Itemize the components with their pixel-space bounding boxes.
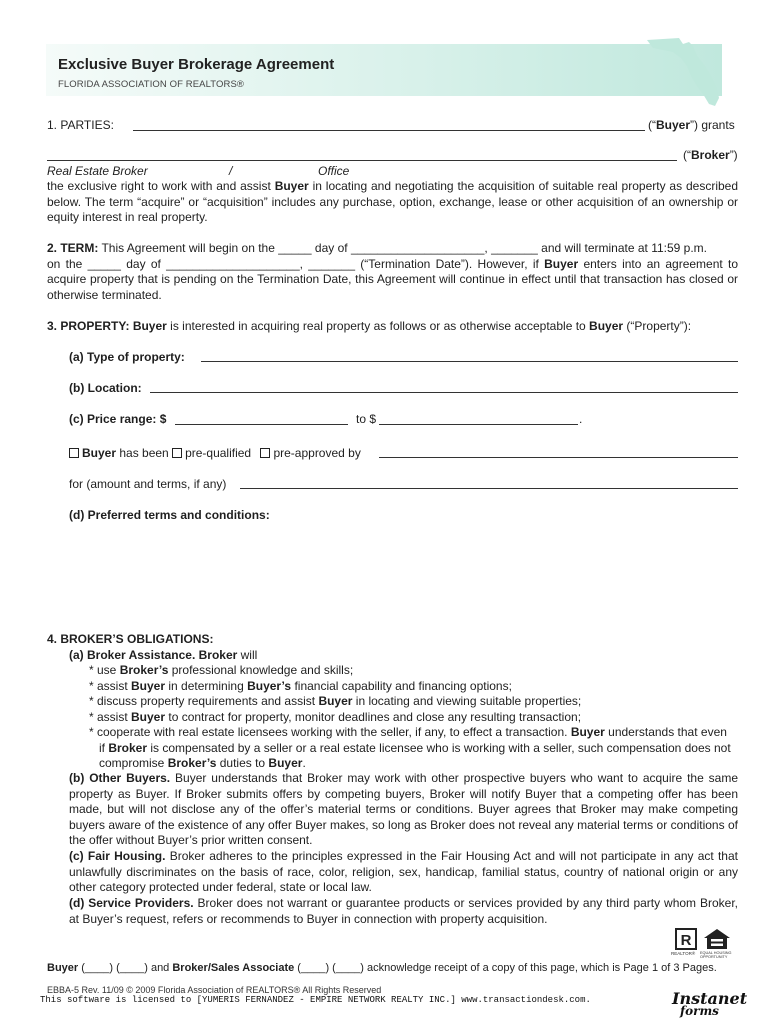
- type-of-property-label: (a) Type of property:: [69, 350, 185, 364]
- price-max-field[interactable]: [379, 424, 578, 425]
- page-title: Exclusive Buyer Brokerage Agreement: [58, 56, 335, 73]
- page-subtitle: FLORIDA ASSOCIATION OF REALTORS®: [58, 79, 244, 90]
- section-term: 2. TERM: This Agreement will begin on the _____ day of ____________________, _______ and will terminate at 11:59 p.m. on the _____ day of ____________________, _______ (“Termination Date”). However, if Buyer enters into an agreement to acquire property that is pending on the Termination Date, this Agreement will continue in effect until that transaction has closed or otherwise terminated.: [47, 241, 739, 302]
- svg-text:R: R: [680, 932, 692, 949]
- preapproved-by-field[interactable]: [379, 457, 738, 458]
- section-property-intro: 3. PROPERTY: Buyer is interested in acquiring real property as follows or as otherwise acceptable to Buyer (“Property”):: [47, 319, 692, 333]
- preferred-terms-field[interactable]: [69, 526, 738, 626]
- real-estate-broker-caption: Real Estate Broker: [47, 164, 148, 178]
- prequalified-checkbox[interactable]: [172, 448, 182, 458]
- fair-housing-paragraph: (c) Fair Housing. Broker adheres to the principles expressed in the Fair Housing Act and will not participate in any act that unlawfully discriminates on the basis of race, color, religion, sex, handicap, familial status, country of national origin or any other category protected under federal, state or local law.: [69, 849, 738, 894]
- location-label: (b) Location:: [69, 381, 142, 395]
- broker-suffix-text: (“Broker”): [683, 148, 738, 162]
- buyer-name-field[interactable]: [133, 130, 645, 131]
- equal-housing-icon: [703, 928, 731, 950]
- preferred-terms-label: (d) Preferred terms and conditions:: [69, 508, 270, 522]
- section-parties-label: 1. PARTIES:: [47, 118, 114, 132]
- obligations-heading: 4. BROKER’S OBLIGATIONS:: [47, 632, 214, 646]
- florida-map-icon: [645, 36, 725, 108]
- assistance-bullet-cont: compromise Broker’s duties to Buyer.: [99, 756, 306, 770]
- broker-assistance-list: [47, 663, 747, 772]
- prequal-row: Buyer has been pre-qualified pre-approved by: [69, 446, 361, 460]
- acknowledgement-line: Buyer (____) (____) and Broker/Sales Associate (____) (____) acknowledge receipt of a copy of this page, which is Page 1 of 3 Pages.: [47, 962, 717, 974]
- realtor-caption: REALTOR®: [671, 951, 696, 956]
- other-buyers-paragraph: (b) Other Buyers. Buyer understands that Broker may work with other prospective buyers who want to acquire the same property as Buyer. If Broker submits offers by competing buyers, Broker will notify Buyer that a competing offer has been made, but will not disclose any of the offer’s material terms or conditions. Buyer agrees that Broker may make competing buyers aware of the existence of any offer Buyer makes, so long as Broker does not reveal any material terms or conditions of the offer without Buyer’s prior written consent.: [69, 771, 739, 847]
- broker-assistance-label: (a) Broker Assistance. Broker will: [69, 648, 258, 662]
- price-end-text: .: [579, 412, 583, 426]
- assistance-bullet: * use Broker’s professional knowledge and skills;: [89, 663, 354, 677]
- price-to-text: to $: [356, 412, 377, 426]
- preapproved-checkbox[interactable]: [260, 448, 270, 458]
- license-footer: This software is licensed to [YUMERIS FERNANDEZ - EMPIRE NETWORK REALTY INC.] www.transactiondesk.com.: [40, 995, 591, 1005]
- price-range-label: (c) Price range: $: [69, 412, 167, 426]
- amount-terms-field[interactable]: [240, 488, 738, 489]
- instanet-forms-logo: Instanet forms: [672, 989, 748, 1018]
- amount-terms-label: for (amount and terms, if any): [69, 477, 227, 491]
- location-field[interactable]: [150, 392, 738, 393]
- broker-name-field[interactable]: [47, 160, 677, 161]
- buyer-checkbox-icon[interactable]: [69, 448, 79, 458]
- caption-slash: /: [229, 164, 233, 178]
- type-of-property-field[interactable]: [201, 361, 738, 362]
- assistance-bullet: * cooperate with real estate licensees working with the seller, if any, to effect a transaction. Buyer understands that even: [89, 725, 727, 739]
- office-caption: Office: [318, 164, 350, 178]
- assistance-bullet: * assist Buyer to contract for property, monitor deadlines and close any resulting transaction;: [89, 709, 582, 724]
- eho-caption: EQUAL HOUSING OPPORTUNITY: [700, 951, 732, 959]
- buyer-grants-text: (“Buyer”) grants: [648, 118, 735, 132]
- assistance-bullet: * assist Buyer in determining Buyer’s financial capability and financing options;: [89, 678, 512, 693]
- assistance-bullet-cont: if Broker is compensated by a seller or a real estate licensee who is working with a seller, such compensation does not: [99, 740, 731, 755]
- form-id-footer: EBBA-5 Rev. 11/09 © 2009 Florida Association of REALTORS® All Rights Reserved: [47, 985, 382, 995]
- parties-body: the exclusive right to work with and assist Buyer in locating and negotiating the acquisition of suitable real property as described below. The term “acquire” or “acquisition” includes any purchase, option, exchange, lease or other acquisition of an ownership or equity interest in real property.: [47, 179, 739, 224]
- assistance-bullet: * discuss property requirements and assist Buyer in locating and viewing suitable properties;: [89, 694, 582, 708]
- realtor-logo-icon: [675, 928, 697, 950]
- price-min-field[interactable]: [175, 424, 348, 425]
- service-providers-paragraph: (d) Service Providers. Broker does not warrant or guarantee products or services provided by any third party whom Broker, at Buyer’s request, refers or recommends to Buyer in connection with property acquisition.: [69, 896, 739, 926]
